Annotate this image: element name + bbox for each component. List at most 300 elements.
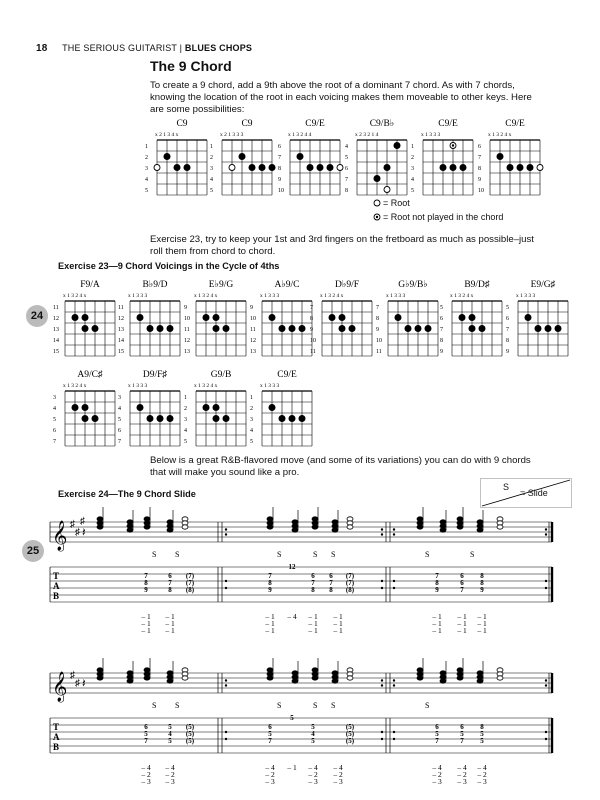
fret-number: 6 xyxy=(440,316,443,322)
chord-name: G9/B xyxy=(210,370,232,380)
finger-number: – 1 xyxy=(165,626,175,635)
tab-number: 7 xyxy=(268,737,272,745)
tab-number: 5 xyxy=(168,723,172,731)
fret-number: 5 xyxy=(53,417,56,423)
fret-number: 4 xyxy=(210,177,213,183)
chord-name: C9/E xyxy=(305,119,325,129)
chord-fingering: x 2 1 3 3 3 xyxy=(220,132,244,138)
fret-number: 15 xyxy=(118,349,124,355)
finger-number: – 1 xyxy=(308,612,318,621)
note-head xyxy=(457,676,463,680)
finger-number: – 1 xyxy=(265,626,275,635)
tab-number: 9 xyxy=(480,586,484,594)
fret-number: 4 xyxy=(145,177,148,183)
tab-number: 6 xyxy=(435,723,439,731)
tab-number: 9 xyxy=(144,586,148,594)
tab-number: 9 xyxy=(435,586,439,594)
tab-number: 4 xyxy=(168,730,172,738)
finger-number: – 2 xyxy=(308,770,318,779)
repeat-dot xyxy=(225,533,227,535)
repeat-dot xyxy=(393,587,395,589)
fret-number: 4 xyxy=(53,406,56,412)
fret-number: 1 xyxy=(145,144,148,150)
chord-fingering: x 1 3 3 3 xyxy=(421,132,441,138)
fret-number: 4 xyxy=(345,144,348,150)
chord-fingering: x 2 1 3 4 x xyxy=(155,132,179,138)
note-head xyxy=(332,679,338,683)
fret-number: 8 xyxy=(345,188,348,194)
finger-number: – 1 xyxy=(477,612,487,621)
fret-number: 4 xyxy=(411,177,414,183)
fret-number: 10 xyxy=(478,188,484,194)
note-head xyxy=(457,525,463,529)
finger-number: – 2 xyxy=(141,770,151,779)
tab-number: 8 xyxy=(268,579,272,587)
chord-fingering: x 1 3 3 3 xyxy=(516,293,536,299)
note-head xyxy=(497,525,503,529)
fret-number: 13 xyxy=(118,327,124,333)
finger-number: – 1 xyxy=(141,612,151,621)
finger-number: – 4 xyxy=(477,763,487,772)
finger-number: – 1 xyxy=(141,626,151,635)
chord-fingering: x 1 3 2 4 x xyxy=(320,293,344,299)
fret-number: 11 xyxy=(53,305,59,311)
note-head xyxy=(440,528,446,532)
note-head xyxy=(477,679,483,683)
tab-number: 7 xyxy=(311,579,315,587)
tab-number: 8 xyxy=(480,579,484,587)
note-head xyxy=(497,676,503,680)
fret-number: 11 xyxy=(250,327,256,333)
note-head xyxy=(312,676,318,680)
tab-number: 6 xyxy=(460,579,464,587)
tab-number: (8) xyxy=(185,586,195,594)
key-sharp: ♯ xyxy=(80,516,85,527)
fret-number: 3 xyxy=(118,395,121,401)
repeat-dot xyxy=(225,587,227,589)
tab-number: 9 xyxy=(268,586,272,594)
slide-label: = Slide xyxy=(520,488,548,498)
slide-mark: S xyxy=(175,701,180,710)
fret-number: 4 xyxy=(184,428,187,434)
repeat-dot xyxy=(381,528,383,530)
repeat-dot xyxy=(381,580,383,582)
finger-number: – 4 xyxy=(308,763,318,772)
slide-mark: S xyxy=(425,550,430,559)
section-title: The 9 Chord xyxy=(150,58,232,74)
fret-number: 10 xyxy=(278,188,284,194)
fret-number: 2 xyxy=(210,155,213,161)
fret-number: 5 xyxy=(440,305,443,311)
repeat-dot xyxy=(545,679,547,681)
fret-number: 4 xyxy=(118,406,121,412)
track-badge-25: 25 xyxy=(22,540,44,562)
note-head xyxy=(97,525,103,529)
finger-number: – 4 xyxy=(432,763,442,772)
repeat-dot xyxy=(225,528,227,530)
tab-number: 8 xyxy=(168,586,172,594)
finger-number: – 4 xyxy=(165,763,175,772)
finger-number: – 1 xyxy=(457,612,467,621)
tab-letter: T xyxy=(53,722,60,732)
fret-number: 5 xyxy=(145,188,148,194)
fret-number: 9 xyxy=(376,327,379,333)
fret-number: 10 xyxy=(250,316,256,322)
fret-number: 9 xyxy=(278,177,281,183)
tab-letter: T xyxy=(53,571,60,581)
note-head xyxy=(332,528,338,532)
book-title: THE SERIOUS GUITARIST xyxy=(62,43,177,53)
note-head xyxy=(267,525,273,529)
chord-name: D9/F♯ xyxy=(142,370,168,380)
tab-number: 6 xyxy=(144,723,148,731)
repeat-dot xyxy=(225,679,227,681)
fret-number: 8 xyxy=(440,338,443,344)
finger-number: – 3 xyxy=(432,777,442,786)
finger-number: – 1 xyxy=(333,612,343,621)
fret-number: 9 xyxy=(184,305,187,311)
finger-number: – 4 xyxy=(287,612,297,621)
tab-number: (7) xyxy=(185,579,195,587)
fret-number: 11 xyxy=(184,327,190,333)
tab-number: (5) xyxy=(185,723,195,731)
tab-number: 5 xyxy=(290,714,294,722)
repeat-dot xyxy=(381,731,383,733)
exercise-23-title: Exercise 23—9 Chord Voicings in the Cycle of 4ths xyxy=(58,261,280,271)
chord-name: D♭9/F xyxy=(334,280,360,290)
fret-number: 7 xyxy=(118,439,121,445)
note-head xyxy=(440,679,446,683)
chord-name: C9/E xyxy=(505,119,525,129)
tab-number: (5) xyxy=(345,730,355,738)
fret-number: 5 xyxy=(184,439,187,445)
fret-number: 12 xyxy=(250,338,256,344)
fret-number: 8 xyxy=(376,316,379,322)
tab-letter: B xyxy=(53,742,60,752)
fret-number: 9 xyxy=(310,327,313,333)
key-sharp: ♯ xyxy=(75,678,80,689)
finger-number: – 4 xyxy=(333,763,343,772)
chord-fingering: x 1 3 3 3 xyxy=(128,293,148,299)
fret-number: 7 xyxy=(345,177,348,183)
fret-number: 6 xyxy=(478,144,481,150)
repeat-dot xyxy=(225,738,227,740)
tab-number: 7 xyxy=(435,737,439,745)
tab-letter: A xyxy=(53,732,60,742)
tab-number: 5 xyxy=(168,737,172,745)
finger-number: – 2 xyxy=(165,770,175,779)
tab-number: 7 xyxy=(460,737,464,745)
note-head xyxy=(127,679,133,683)
music-system xyxy=(50,658,552,786)
repeat-dot xyxy=(225,580,227,582)
chord-name: F9/A xyxy=(80,280,100,290)
fret-number: 14 xyxy=(53,338,59,344)
repeat-dot xyxy=(393,731,395,733)
finger-number: – 1 xyxy=(265,612,275,621)
slide-symbol: S xyxy=(503,482,510,492)
tab-number: 5 xyxy=(460,730,464,738)
tab-number: (7) xyxy=(345,572,355,580)
fret-number: 7 xyxy=(440,327,443,333)
chord-name: B♭9/D xyxy=(142,280,168,290)
repeat-dot xyxy=(381,738,383,740)
quarter-rest: 𝄽 xyxy=(82,676,86,690)
slide-mark: S xyxy=(152,550,157,559)
chord-name: G♭9/B♭ xyxy=(398,280,428,290)
chord-fingering: x 2 3 2 1 4 xyxy=(355,132,379,138)
fret-number: 7 xyxy=(506,327,509,333)
finger-number: – 3 xyxy=(265,777,275,786)
repeat-dot xyxy=(225,684,227,686)
tab-number: 5 xyxy=(311,737,315,745)
tab-number: 7 xyxy=(144,737,148,745)
note-head xyxy=(167,528,173,532)
finger-number: – 3 xyxy=(333,777,343,786)
tab-number: 5 xyxy=(144,730,148,738)
fret-number: 8 xyxy=(506,338,509,344)
finger-number: – 4 xyxy=(141,763,151,772)
fret-number: 12 xyxy=(53,316,59,322)
repeat-dot xyxy=(381,587,383,589)
chord-fingering: x 1 3 2 4 x xyxy=(194,293,218,299)
finger-number: – 1 xyxy=(333,619,343,628)
fret-number: 11 xyxy=(310,349,316,355)
tab-number: 8 xyxy=(329,586,333,594)
tab-number: 7 xyxy=(460,586,464,594)
fret-number: 12 xyxy=(184,338,190,344)
finger-number: – 3 xyxy=(165,777,175,786)
fret-number: 9 xyxy=(478,177,481,183)
slide-mark: S xyxy=(175,550,180,559)
fret-number: 12 xyxy=(118,316,124,322)
fret-number: 10 xyxy=(310,338,316,344)
tab-number: 6 xyxy=(268,723,272,731)
tab-number: 6 xyxy=(460,572,464,580)
repeat-dot xyxy=(393,679,395,681)
chord-fingering: x 1 3 2 4 x xyxy=(450,293,474,299)
fret-number: 6 xyxy=(278,144,281,150)
tab-number: (5) xyxy=(345,723,355,731)
tab-number: 5 xyxy=(311,723,315,731)
fret-number: 9 xyxy=(250,305,253,311)
exercise-24-title: Exercise 24—The 9 Chord Slide xyxy=(58,489,196,499)
fret-number: 15 xyxy=(53,349,59,355)
tab-number: (5) xyxy=(345,737,355,745)
finger-number: – 1 xyxy=(165,619,175,628)
tab-number: 6 xyxy=(311,572,315,580)
fret-number: 1 xyxy=(411,144,414,150)
fret-number: 3 xyxy=(53,395,56,401)
repeat-dot xyxy=(381,684,383,686)
fret-number: 13 xyxy=(184,349,190,355)
finger-number: – 1 xyxy=(141,619,151,628)
note-head xyxy=(292,528,298,532)
repeat-dot xyxy=(545,533,547,535)
slide-mark: S xyxy=(277,550,282,559)
fret-number: 7 xyxy=(310,305,313,311)
tab-number: (5) xyxy=(185,730,195,738)
finger-number: – 1 xyxy=(308,619,318,628)
chord-name: A♭9/C xyxy=(274,280,300,290)
fret-number: 13 xyxy=(53,327,59,333)
fret-number: 4 xyxy=(250,428,253,434)
tab-number: 7 xyxy=(268,572,272,580)
header-separator: | xyxy=(179,43,183,53)
chord-name: C9/B♭ xyxy=(369,119,395,129)
slide-mark: S xyxy=(152,701,157,710)
tab-letter: A xyxy=(53,581,60,591)
tab-number: 7 xyxy=(168,579,172,587)
finger-number: – 2 xyxy=(265,770,275,779)
note-head xyxy=(417,676,423,680)
fret-number: 7 xyxy=(376,305,379,311)
fret-number: 7 xyxy=(53,439,56,445)
fret-number: 5 xyxy=(345,155,348,161)
note-head xyxy=(417,525,423,529)
fret-number: 1 xyxy=(210,144,213,150)
chord-name: E♭9/G xyxy=(208,280,234,290)
chord-fingering: x 1 3 2 4 x xyxy=(488,132,512,138)
note-head xyxy=(97,676,103,680)
slide-mark: S xyxy=(425,701,430,710)
fret-number: 14 xyxy=(118,338,124,344)
tab-number: 6 xyxy=(168,572,172,580)
finger-number: – 1 xyxy=(432,626,442,635)
repeat-dot xyxy=(225,731,227,733)
finger-number: – 1 xyxy=(432,612,442,621)
key-sharp: ♯ xyxy=(75,527,80,538)
repeat-dot xyxy=(545,738,547,740)
repeat-dot xyxy=(393,580,395,582)
repeat-dot xyxy=(545,684,547,686)
slide-mark: S xyxy=(277,701,282,710)
chord-fingering: x 1 3 2 4 x xyxy=(194,383,218,389)
music-system xyxy=(50,507,552,635)
finger-number: – 1 xyxy=(477,626,487,635)
fret-number: 6 xyxy=(345,166,348,172)
tab-letter: B xyxy=(53,591,60,601)
chord-name: C9 xyxy=(176,119,188,129)
finger-number: – 4 xyxy=(265,763,275,772)
finger-number: – 3 xyxy=(141,777,151,786)
slide-mark: S xyxy=(313,701,318,710)
fret-number: 11 xyxy=(376,349,382,355)
legend-root: = Root xyxy=(383,198,410,208)
repeat-dot xyxy=(393,684,395,686)
page-number: 18 xyxy=(36,43,48,54)
tab-number: (8) xyxy=(345,586,355,594)
repeat-dot xyxy=(381,679,383,681)
tab-number: (7) xyxy=(345,579,355,587)
slide-mark: S xyxy=(470,550,475,559)
key-sharp: ♯ xyxy=(70,519,75,530)
chord-fingering: x 1 3 3 3 xyxy=(128,383,148,389)
repeat-dot xyxy=(393,533,395,535)
fret-number: 8 xyxy=(478,166,481,172)
finger-number: – 2 xyxy=(457,770,467,779)
fret-number: 1 xyxy=(250,395,253,401)
tab-number: 5 xyxy=(480,730,484,738)
tab-number: 4 xyxy=(311,730,315,738)
note-head xyxy=(144,525,150,529)
finger-number: – 1 xyxy=(457,619,467,628)
fret-number: 10 xyxy=(376,338,382,344)
intro-paragraph: To create a 9 chord, add a 9th above the root of a dominant 7 chord. As with 7 chords, knowing the location of the root in each voicing makes them moveable to other keys. Here are some possibilities: xyxy=(150,80,532,115)
fret-number: 6 xyxy=(53,428,56,434)
note-head xyxy=(267,676,273,680)
quarter-rest: 𝄽 xyxy=(82,525,86,539)
finger-number: – 4 xyxy=(457,763,467,772)
repeat-dot xyxy=(393,738,395,740)
track-badge-24: 24 xyxy=(26,305,48,327)
repeat-dot xyxy=(545,587,547,589)
fret-number: 8 xyxy=(278,166,281,172)
finger-number: – 1 xyxy=(287,763,297,772)
repeat-dot xyxy=(393,528,395,530)
note-head xyxy=(167,679,173,683)
fret-number: 3 xyxy=(250,417,253,423)
chord-name: C9/E xyxy=(438,119,458,129)
tab-number: 8 xyxy=(144,579,148,587)
fret-number: 2 xyxy=(250,406,253,412)
fret-number: 3 xyxy=(411,166,414,172)
treble-clef: 𝄞 xyxy=(52,521,68,550)
rnb-paragraph: Below is a great R&B-flavored move (and some of its variations) you can do with 9 chords that will make you sound like a pro. xyxy=(150,455,531,478)
chord-fingering: x 1 3 2 4 x xyxy=(63,293,87,299)
finger-number: – 1 xyxy=(165,612,175,621)
finger-number: – 1 xyxy=(265,619,275,628)
fret-number: 13 xyxy=(250,349,256,355)
finger-number: – 3 xyxy=(308,777,318,786)
note-head xyxy=(312,525,318,529)
tab-number: 6 xyxy=(329,572,333,580)
tab-number: 8 xyxy=(435,579,439,587)
fret-number: 5 xyxy=(210,188,213,194)
repeat-dot xyxy=(545,580,547,582)
fret-number: 11 xyxy=(118,305,124,311)
fret-number: 5 xyxy=(411,188,414,194)
chord-name: A9/C♯ xyxy=(77,370,103,380)
fret-number: 6 xyxy=(118,428,121,434)
fret-number: 9 xyxy=(440,349,443,355)
chord-name: C9/E xyxy=(277,370,297,380)
fret-number: 7 xyxy=(278,155,281,161)
fret-number: 2 xyxy=(411,155,414,161)
slide-mark: S xyxy=(331,701,336,710)
tab-number: (5) xyxy=(185,737,195,745)
key-sharp: ♯ xyxy=(70,670,75,681)
chord-name: C9 xyxy=(241,119,253,129)
chord-fingering: x 1 3 3 3 xyxy=(386,293,406,299)
fret-number: 3 xyxy=(184,417,187,423)
tab-number: 7 xyxy=(435,572,439,580)
fret-number: 3 xyxy=(210,166,213,172)
finger-number: – 1 xyxy=(432,619,442,628)
finger-number: – 2 xyxy=(333,770,343,779)
tab-number: 7 xyxy=(329,579,333,587)
instruction-paragraph: Exercise 23, try to keep your 1st and 3rd fingers on the fretboard as much as possible–just roll them from chord to chord. xyxy=(150,234,534,257)
legend-root-not-played: = Root not played in the chord xyxy=(383,212,504,222)
note-head xyxy=(182,525,188,529)
fret-number: 5 xyxy=(118,417,121,423)
repeat-dot xyxy=(545,731,547,733)
fret-number: 8 xyxy=(310,316,313,322)
chord-name: E9/G♯ xyxy=(530,280,556,290)
finger-number: – 3 xyxy=(457,777,467,786)
fret-number: 9 xyxy=(506,349,509,355)
repeat-dot xyxy=(545,528,547,530)
